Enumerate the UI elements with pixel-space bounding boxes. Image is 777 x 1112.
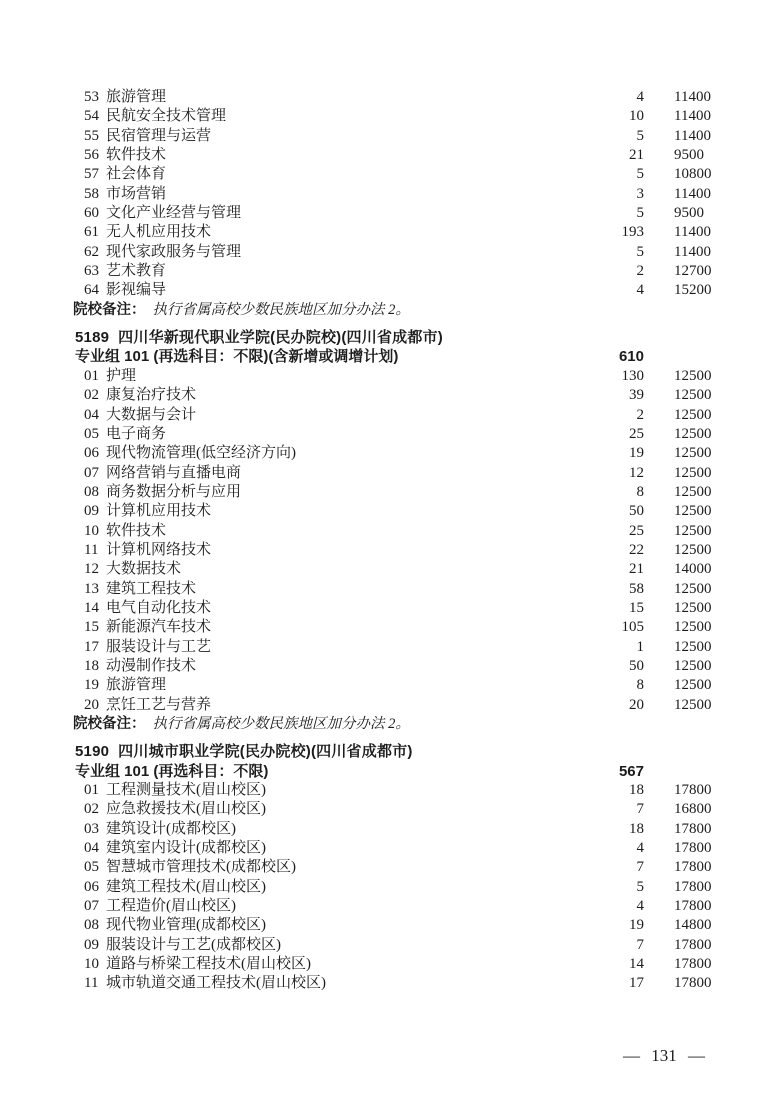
- major-quota: 7: [636, 859, 644, 876]
- major-quota: 3: [636, 185, 644, 202]
- major-fee: 11400: [674, 89, 711, 105]
- major-name: 电子商务: [106, 425, 167, 442]
- major-row: [0, 916, 777, 935]
- major-group-row: [0, 347, 777, 366]
- major-fee: 9500: [674, 147, 704, 164]
- major-fee: 11400: [674, 185, 711, 202]
- major-number: 13: [84, 580, 99, 597]
- major-number: 09: [84, 936, 99, 953]
- major-fee: 12500: [674, 387, 712, 404]
- major-number: 08: [84, 917, 99, 934]
- major-row: [0, 638, 777, 657]
- major-quota: 17: [629, 975, 644, 992]
- major-quota: 5: [636, 878, 644, 895]
- major-row: [0, 223, 777, 242]
- major-number: 57: [84, 166, 99, 183]
- major-fee: 12500: [674, 522, 712, 539]
- major-quota: 25: [629, 425, 644, 442]
- major-fee: 12500: [674, 677, 712, 694]
- major-row: [0, 858, 777, 877]
- major-number: 11: [84, 541, 99, 558]
- major-fee: 12500: [674, 406, 712, 423]
- remark-label: 院校备注：: [73, 716, 146, 732]
- major-number: 54: [84, 108, 99, 125]
- major-fee: 12500: [674, 367, 712, 384]
- major-name: 大数据技术: [106, 561, 182, 578]
- major-row: [0, 541, 777, 560]
- major-name: 商务数据分析与应用: [106, 483, 242, 500]
- major-name: 市场营销: [106, 185, 167, 202]
- major-fee: 17800: [674, 898, 712, 915]
- major-fee: 16800: [674, 801, 712, 818]
- major-number: 02: [84, 801, 99, 818]
- institution-code: 5190: [75, 743, 110, 761]
- major-number: 58: [84, 185, 99, 202]
- major-quota: 130: [621, 367, 644, 384]
- major-row: [0, 560, 777, 579]
- major-row: [0, 367, 777, 386]
- major-number: 03: [84, 820, 99, 837]
- major-row: [0, 107, 777, 126]
- major-row: [0, 502, 777, 521]
- major-number: 64: [84, 282, 99, 299]
- major-number: 06: [84, 878, 99, 895]
- major-row: [0, 522, 777, 541]
- major-number: 62: [84, 243, 99, 260]
- major-row: [0, 657, 777, 676]
- major-row: [0, 406, 777, 425]
- major-row: [0, 165, 777, 184]
- major-fee: 11400: [674, 127, 711, 144]
- major-row: [0, 88, 777, 107]
- major-group-label: 专业组 101 (再选科目：不限): [75, 762, 269, 780]
- major-name: 民航安全技术管理: [106, 108, 227, 125]
- major-row: [0, 464, 777, 483]
- major-quota: 39: [629, 387, 644, 404]
- major-fee: 17800: [674, 956, 712, 973]
- major-quota: 7: [636, 936, 644, 953]
- major-quota: 1: [636, 638, 644, 655]
- major-fee: 12500: [674, 425, 712, 442]
- major-number: 10: [84, 522, 99, 539]
- major-name: 民宿管理与运营: [106, 127, 212, 144]
- major-fee: 12500: [674, 580, 712, 597]
- institution-header: [0, 328, 777, 347]
- major-quota: 50: [629, 657, 644, 674]
- major-quota: 58: [629, 580, 644, 597]
- major-row: [0, 444, 777, 463]
- major-fee: 12700: [674, 263, 712, 280]
- major-quota: 50: [629, 503, 644, 520]
- major-fee: 11400: [674, 243, 711, 260]
- major-name: 康复治疗技术: [106, 387, 197, 404]
- major-row: [0, 386, 777, 405]
- major-quota: 19: [629, 445, 644, 462]
- major-fee: 12500: [674, 619, 712, 636]
- major-name: 现代家政服务与管理: [106, 243, 242, 260]
- page-number: — 131 —: [623, 1046, 705, 1065]
- major-name: 动漫制作技术: [106, 657, 197, 674]
- major-number: 56: [84, 147, 99, 164]
- major-fee: 12500: [674, 657, 712, 674]
- major-name: 应急救援技术(眉山校区): [106, 801, 266, 818]
- major-name: 软件技术: [106, 147, 167, 164]
- major-row: [0, 878, 777, 897]
- major-row: [0, 599, 777, 618]
- major-number: 04: [84, 406, 99, 423]
- major-row: [0, 676, 777, 695]
- major-row: [0, 897, 777, 916]
- major-number: 20: [84, 696, 99, 713]
- major-fee: 17800: [674, 782, 712, 799]
- major-name: 社会体育: [106, 166, 167, 183]
- major-quota: 18: [629, 782, 644, 799]
- page-footer: [612, 1046, 716, 1066]
- major-row: [0, 262, 777, 281]
- major-number: 10: [84, 956, 99, 973]
- major-fee: 15200: [674, 282, 712, 299]
- major-name: 电气自动化技术: [106, 599, 212, 616]
- major-number: 14: [84, 599, 99, 616]
- major-row: [0, 936, 777, 955]
- major-quota: 5: [636, 127, 644, 144]
- major-name: 旅游管理: [106, 89, 167, 105]
- remark-row: [0, 715, 777, 734]
- major-name: 计算机网络技术: [106, 541, 212, 558]
- major-fee: 14000: [674, 561, 712, 578]
- major-fee: 12500: [674, 638, 712, 655]
- major-fee: 17800: [674, 975, 712, 992]
- major-quota: 15: [629, 599, 644, 616]
- major-number: 63: [84, 263, 99, 280]
- major-fee: 10800: [674, 166, 712, 183]
- major-quota: 4: [636, 840, 644, 857]
- major-quota: 10: [629, 108, 644, 125]
- major-quota: 4: [636, 89, 644, 105]
- major-row: [0, 281, 777, 300]
- major-fee: 12500: [674, 696, 712, 713]
- major-name: 道路与桥梁工程技术(眉山校区): [106, 956, 311, 973]
- major-number: 01: [84, 367, 99, 384]
- major-quota: 5: [636, 205, 644, 222]
- major-fee: 12500: [674, 599, 712, 616]
- major-fee: 17800: [674, 820, 712, 837]
- institution-name: 四川城市职业学院(民办院校)(四川省成都市): [118, 743, 413, 761]
- major-number: 08: [84, 483, 99, 500]
- major-name: 现代物流管理(低空经济方向): [106, 445, 296, 462]
- major-name: 大数据与会计: [106, 406, 197, 423]
- major-row: [0, 185, 777, 204]
- major-name: 工程测量技术(眉山校区): [106, 782, 266, 799]
- major-name: 烹饪工艺与营养: [106, 696, 212, 713]
- major-number: 55: [84, 127, 99, 144]
- major-fee: 12500: [674, 445, 712, 462]
- major-row: [0, 580, 777, 599]
- remark-text: 执行省属高校少数民族地区加分办法 2。: [152, 301, 410, 318]
- major-number: 07: [84, 464, 99, 481]
- major-name: 建筑工程技术(眉山校区): [106, 878, 266, 895]
- major-name: 艺术教育: [106, 263, 167, 280]
- major-quota: 21: [629, 147, 644, 164]
- admissions-plan-table: [0, 88, 777, 994]
- major-name: 城市轨道交通工程技术(眉山校区): [106, 975, 326, 992]
- major-quota: 4: [636, 898, 644, 915]
- major-number: 12: [84, 561, 99, 578]
- major-quota: 22: [629, 541, 644, 558]
- major-fee: 17800: [674, 840, 712, 857]
- major-quota: 193: [621, 224, 644, 241]
- major-number: 11: [84, 975, 99, 992]
- major-row: [0, 483, 777, 502]
- major-row: [0, 204, 777, 223]
- major-row: [0, 781, 777, 800]
- major-quota: 8: [636, 677, 644, 694]
- major-row: [0, 243, 777, 262]
- major-number: 07: [84, 898, 99, 915]
- major-name: 网络营销与直播电商: [106, 464, 242, 481]
- major-number: 53: [84, 89, 99, 105]
- major-quota: 105: [621, 619, 644, 636]
- major-number: 05: [84, 425, 99, 442]
- major-fee: 14800: [674, 917, 712, 934]
- major-group-label: 专业组 101 (再选科目：不限)(含新增或调增计划): [75, 348, 399, 366]
- major-name: 新能源汽车技术: [106, 619, 212, 636]
- major-number: 09: [84, 503, 99, 520]
- major-number: 61: [84, 224, 99, 241]
- major-quota: 12: [629, 464, 644, 481]
- major-row: [0, 800, 777, 819]
- major-name: 现代物业管理(成都校区): [106, 917, 266, 934]
- institution-name: 四川华新现代职业学院(民办院校)(四川省成都市): [118, 329, 443, 347]
- group-total-quota: 610: [618, 348, 644, 366]
- major-fee: 17800: [674, 859, 712, 876]
- major-name: 建筑设计(成都校区): [106, 820, 236, 837]
- major-quota: 4: [636, 282, 644, 299]
- major-name: 护理: [106, 367, 137, 384]
- major-name: 工程造价(眉山校区): [106, 898, 236, 915]
- major-fee: 9500: [674, 205, 704, 222]
- remark-label: 院校备注：: [73, 301, 146, 318]
- major-number: 60: [84, 205, 99, 222]
- major-number: 06: [84, 445, 99, 462]
- major-fee: 12500: [674, 503, 712, 520]
- major-fee: 12500: [674, 541, 712, 558]
- major-quota: 5: [636, 166, 644, 183]
- major-name: 计算机应用技术: [106, 503, 212, 520]
- major-row: [0, 127, 777, 146]
- major-number: 17: [84, 638, 99, 655]
- major-name: 软件技术: [106, 522, 167, 539]
- major-number: 02: [84, 387, 99, 404]
- major-row: [0, 146, 777, 165]
- major-number: 19: [84, 677, 99, 694]
- major-fee: 17800: [674, 936, 712, 953]
- institution-code: 5189: [75, 329, 110, 347]
- major-quota: 18: [629, 820, 644, 837]
- major-number: 04: [84, 840, 99, 857]
- major-fee: 17800: [674, 878, 712, 895]
- major-number: 18: [84, 657, 99, 674]
- major-quota: 20: [629, 696, 644, 713]
- major-name: 文化产业经营与管理: [106, 205, 242, 222]
- major-number: 05: [84, 859, 99, 876]
- major-quota: 2: [636, 263, 644, 280]
- major-quota: 21: [629, 561, 644, 578]
- institution-header: [0, 742, 777, 761]
- major-quota: 14: [629, 956, 644, 973]
- major-name: 智慧城市管理技术(成都校区): [106, 859, 296, 876]
- major-number: 15: [84, 619, 99, 636]
- major-quota: 8: [636, 483, 644, 500]
- major-group-row: [0, 762, 777, 781]
- major-row: [0, 974, 777, 993]
- major-fee: 12500: [674, 464, 712, 481]
- major-name: 服装设计与工艺: [106, 638, 212, 655]
- major-row: [0, 618, 777, 637]
- major-quota: 19: [629, 917, 644, 934]
- major-row: [0, 955, 777, 974]
- major-row: [0, 820, 777, 839]
- major-quota: 7: [636, 801, 644, 818]
- major-name: 影视编导: [106, 282, 167, 299]
- major-row: [0, 839, 777, 858]
- major-row: [0, 696, 777, 715]
- major-quota: 25: [629, 522, 644, 539]
- major-number: 01: [84, 782, 99, 799]
- major-fee: 12500: [674, 483, 712, 500]
- major-name: 建筑工程技术: [106, 580, 197, 597]
- remark-row: [0, 301, 777, 320]
- major-fee: 11400: [674, 224, 711, 241]
- major-quota: 5: [636, 243, 644, 260]
- major-name: 旅游管理: [106, 677, 167, 694]
- major-name: 服装设计与工艺(成都校区): [106, 936, 281, 953]
- major-name: 无人机应用技术: [106, 224, 212, 241]
- major-quota: 2: [636, 406, 644, 423]
- group-total-quota: 567: [618, 762, 644, 780]
- major-name: 建筑室内设计(成都校区): [106, 840, 266, 857]
- major-fee: 11400: [674, 108, 711, 125]
- major-row: [0, 425, 777, 444]
- remark-text: 执行省属高校少数民族地区加分办法 2。: [152, 716, 410, 732]
